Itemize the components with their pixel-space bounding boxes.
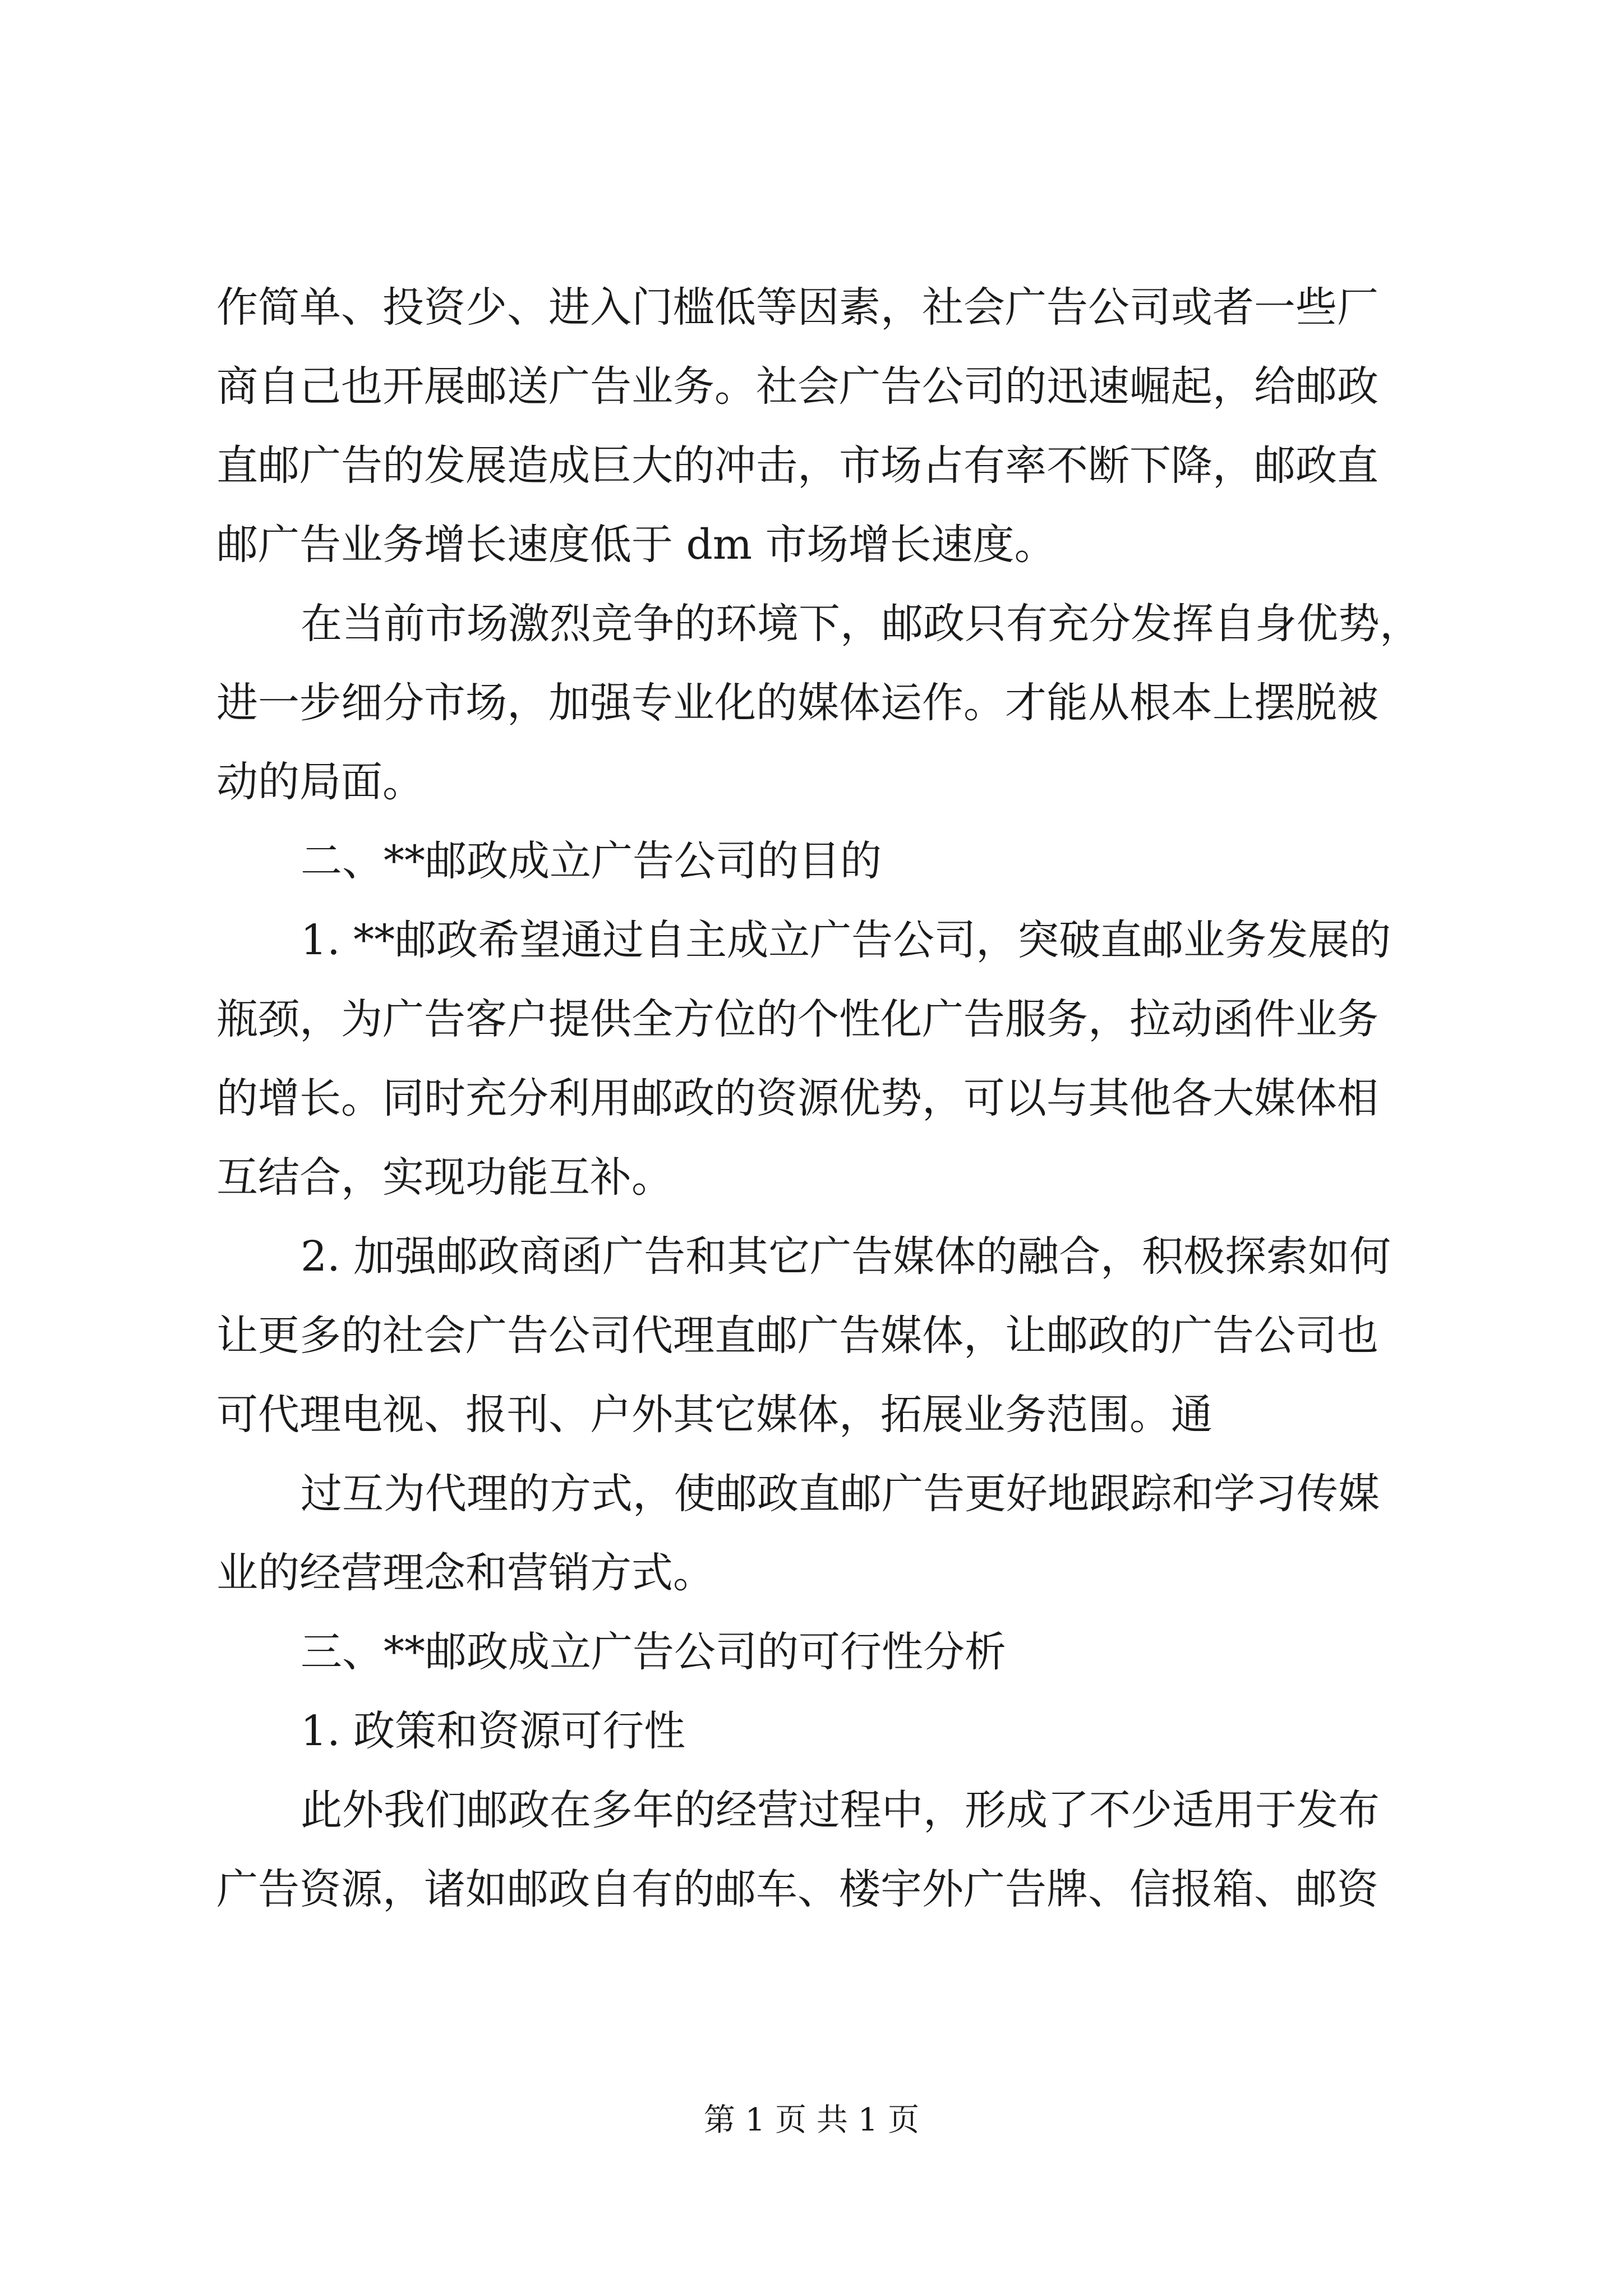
text-line: 1. **邮政希望通过自主成立广告公司，突破直邮业务发展的 <box>301 916 1391 964</box>
text-line: 广告资源，诸如邮政自有的邮车、楼宇外广告牌、信报箱、邮资 <box>216 1865 1378 1913</box>
text-line: 过互为代理的方式，使邮政直邮广告更好地跟踪和学习传媒 <box>301 1470 1380 1518</box>
page-number-footer: 第 1 页 共 1 页 <box>703 2102 920 2138</box>
text-line: 进一步细分市场，加强专业化的媒体运作。才能从根本上摆脱被 <box>216 679 1378 727</box>
text-line: 让更多的社会广告公司代理直邮广告媒体，让邮政的广告公司也 <box>216 1312 1378 1360</box>
text-line: 业的经营理念和营销方式。 <box>216 1549 714 1597</box>
text-line: 邮广告业务增长速度低于 dm 市场增长速度。 <box>216 521 1056 569</box>
text-line: 2. 加强邮政商函广告和其它广告媒体的融合，积极探索如何 <box>301 1232 1391 1281</box>
text-line: 互结合，实现功能互补。 <box>216 1153 673 1202</box>
text-line: 可代理电视、报刊、户外其它媒体，拓展业务范围。通 <box>216 1391 1212 1439</box>
text-line: 动的局面。 <box>216 758 424 806</box>
section-heading: 三、**邮政成立广告公司的可行性分析 <box>301 1628 1006 1676</box>
text-line: 的增长。同时充分利用邮政的资源优势，可以与其他各大媒体相 <box>216 1074 1378 1122</box>
section-heading: 二、**邮政成立广告公司的目的 <box>301 837 882 885</box>
subsection-heading: 1. 政策和资源可行性 <box>301 1707 686 1755</box>
text-line: 直邮广告的发展造成巨大的冲击，市场占有率不断下降，邮政直 <box>216 441 1378 490</box>
text-line: 瓶颈，为广告客户提供全方位的个性化广告服务，拉动函件业务 <box>216 995 1378 1043</box>
document-body <box>216 268 1422 1929</box>
text-line: 作简单、投资少、进入门槛低等因素，社会广告公司或者一些厂 <box>216 283 1378 332</box>
text-line: 在当前市场激烈竞争的环境下，邮政只有充分发挥自身优势， <box>301 600 1421 648</box>
text-line: 商自己也开展邮送广告业务。社会广告公司的迅速崛起，给邮政 <box>216 362 1378 411</box>
text-line: 此外我们邮政在多年的经营过程中，形成了不少适用于发布 <box>301 1786 1380 1834</box>
